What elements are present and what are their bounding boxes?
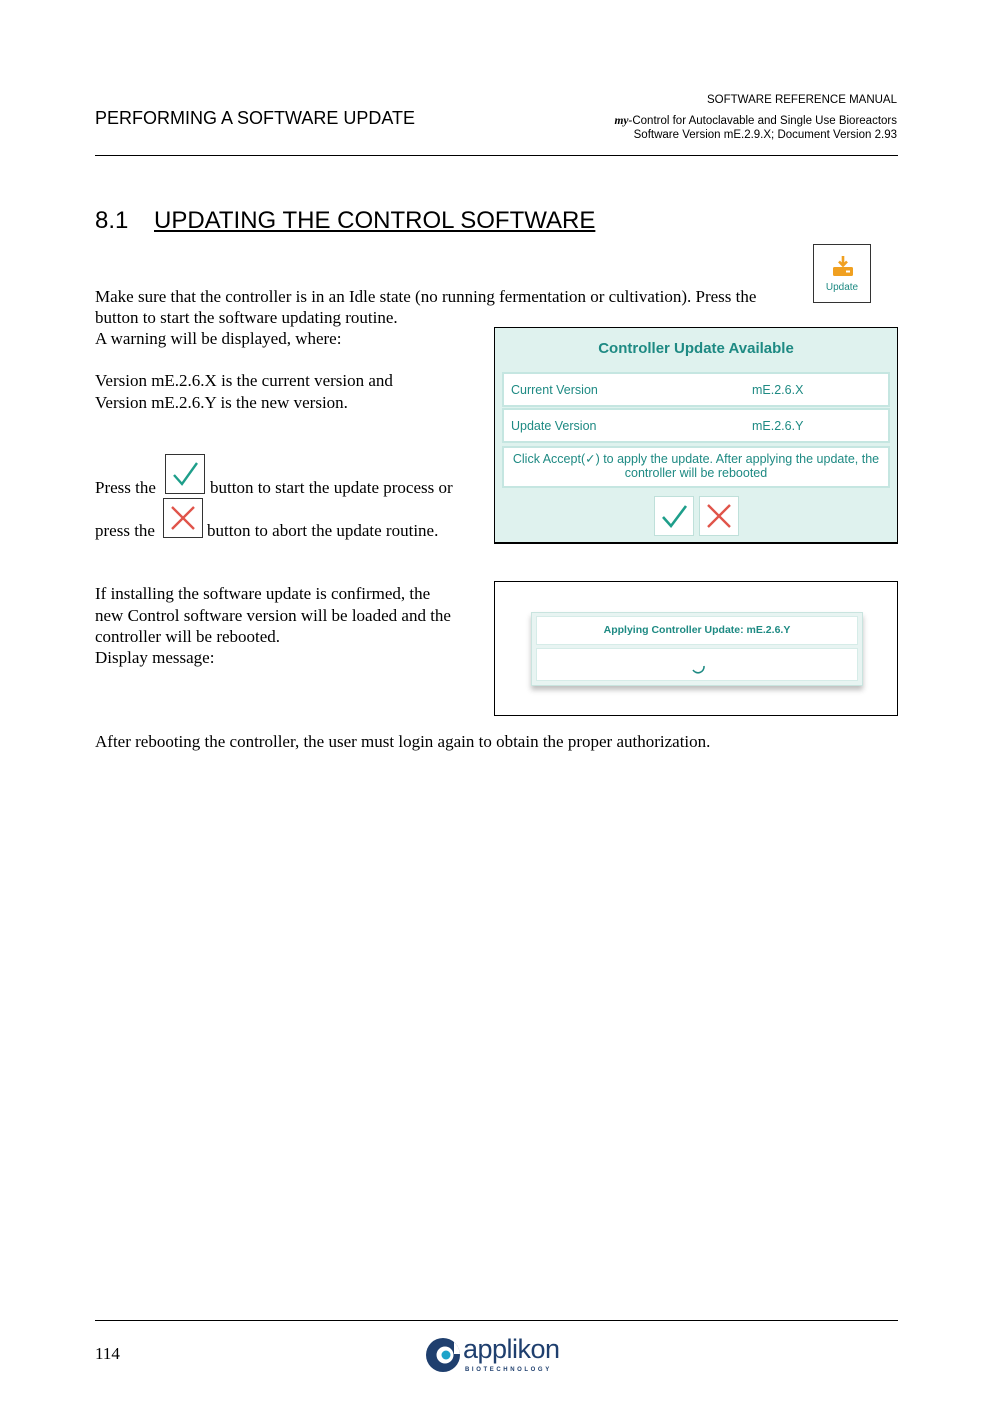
header-section-title: PERFORMING A SOFTWARE UPDATE (95, 108, 416, 128)
section-number: 8.1 (95, 207, 129, 234)
applikon-swirl-icon (424, 1336, 462, 1374)
header-product-name: Control for Autoclavable and Single Use Bioreactors (632, 115, 897, 127)
cancel-button-image (163, 498, 203, 538)
page-number: 114 (95, 1344, 120, 1363)
cross-icon (167, 502, 199, 534)
current-version-row (502, 372, 890, 407)
dialog-title: Controller Update Available (598, 340, 794, 357)
update-available-dialog-screenshot (494, 327, 898, 544)
paragraph-5-line-4: Display message: (95, 648, 215, 667)
paragraph-1-line-1: Make sure that the controller is in an Idle state (no running fermentation or cultivation). Press the (95, 287, 757, 306)
checkmark-icon (659, 501, 689, 531)
download-drive-icon (831, 254, 855, 278)
current-version-value: mE.2.6.X (752, 383, 804, 397)
section-title: UPDATING THE CONTROL SOFTWARE (154, 207, 596, 234)
dialog-accept-button (654, 496, 694, 536)
update-version-label: Update Version (511, 419, 597, 433)
header-divider (95, 155, 898, 156)
update-message-line-2: controller will be rebooted (624, 466, 768, 480)
paragraph-5-line-1: If installing the software update is confirmed, the (95, 584, 431, 603)
current-version-label: Current Version (511, 383, 598, 397)
paragraph-3-start: Press the (95, 478, 156, 497)
paragraph-2-line-1: Version mE.2.6.X is the current version and (95, 371, 393, 390)
checkmark-icon (169, 458, 201, 490)
applying-update-card (531, 612, 863, 686)
applying-update-title: Applying Controller Update: mE.2.6.Y (536, 616, 858, 645)
paragraph-1-line-2: button to start the software updating routine. (95, 308, 398, 327)
update-button-image (813, 244, 871, 303)
update-message (502, 446, 890, 488)
paragraph-2-line-2: Version mE.2.6.Y is the new version. (95, 393, 348, 412)
header-manual-title: SOFTWARE REFERENCE MANUAL (707, 94, 897, 106)
update-version-row (502, 408, 890, 443)
header-version: Software Version mE.2.9.X; Document Version 2.93 (633, 129, 897, 141)
accept-button-image (165, 454, 205, 494)
paragraph-5-line-2: new Control software version will be loaded and the (95, 606, 451, 625)
paragraph-4-end: button to abort the update routine. (207, 521, 439, 540)
dialog-cancel-button (699, 496, 739, 536)
applying-update-body (536, 648, 858, 681)
cross-icon (704, 501, 734, 531)
footer-divider (95, 1320, 898, 1321)
logo-subtitle: BIOTECHNOLOGY (465, 1367, 552, 1373)
paragraph-3-end: button to start the update process or (210, 478, 453, 497)
paragraph-6: After rebooting the controller, the user must login again to obtain the proper authorization. (95, 732, 711, 751)
applikon-logo (424, 1336, 574, 1378)
loading-spinner-icon (688, 656, 708, 676)
update-version-value: mE.2.6.Y (752, 419, 804, 433)
header-product (614, 115, 897, 127)
logo-wordmark: applikon (463, 1334, 560, 1364)
update-message-line-1: Click Accept(✓) to apply the update. After applying the update, the (512, 452, 880, 466)
header-product-brand: my- (614, 115, 633, 127)
applying-update-dialog-screenshot (494, 581, 898, 716)
paragraph-4-start: press the (95, 521, 155, 540)
update-button-label: Update (825, 282, 859, 293)
paragraph-5-line-3: controller will be rebooted. (95, 627, 281, 646)
paragraph-1-line-3: A warning will be displayed, where: (95, 329, 342, 348)
